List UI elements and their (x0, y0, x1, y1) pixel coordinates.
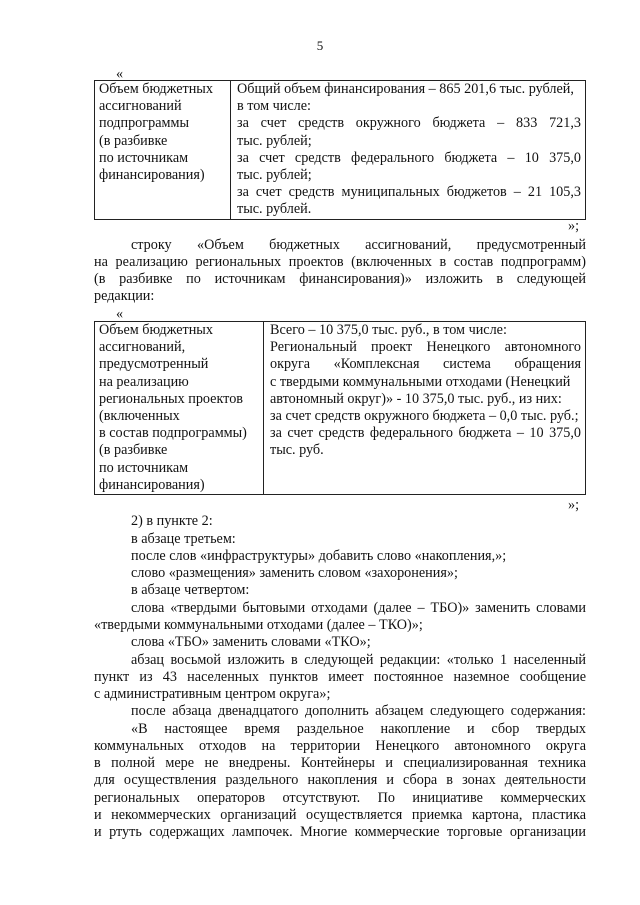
table2-left-line: на реализацию (99, 373, 189, 390)
table2-left-line: (включенных (99, 408, 180, 425)
item-line: «В настоящее время раздельное накопление и сбор твердых (131, 721, 586, 737)
item-line: с административным центром округа»; (94, 686, 331, 702)
table1-left-line: финансирования) (99, 167, 205, 184)
table1-left-line: Объем бюджетных (99, 81, 213, 97)
item-line: слово «размещения» заменить словом «захоронения»; (131, 565, 458, 581)
table2-left-line: региональных проектов (99, 390, 243, 407)
table1-right-line: Общий объем финансирования – 865 201,6 тыс. рублей, (237, 81, 574, 97)
item-line: слова «твердыми бытовыми отходами (далее – ТБО)» заменить словами (131, 600, 586, 616)
table2-right-line: Региональный проект Ненецкого автономного (270, 339, 581, 356)
table2-right-cell (264, 322, 586, 495)
item-line: «твердыми коммунальными отходами (далее – ТКО)»; (94, 617, 423, 633)
budget-table-2 (94, 321, 586, 495)
para1-line: редакции: (94, 288, 155, 304)
table1-left-cell (95, 81, 231, 220)
table1-right-line: за счет средств федерального бюджета – 10 375,0 (237, 149, 581, 166)
table1-left-line: (в разбивке (99, 132, 168, 149)
table2-right-line: округа «Комплексная система обращения (270, 356, 581, 373)
table1-right-line: за счет средств окружного бюджета – 833 721,3 (237, 115, 581, 132)
table2-left-line: финансирования) (99, 476, 205, 493)
table2-left-cell (95, 322, 264, 495)
table1-right-line: за счет средств муниципальных бюджетов – 21 105,3 (237, 184, 581, 201)
table2-left-line: (в разбивке (99, 442, 168, 459)
item-line: пункт из 43 населенных пунктов имеет постоянное наземное сообщение (94, 669, 586, 685)
table1-right-line: тыс. рублей. (237, 201, 312, 218)
quote-close-1: »; (568, 218, 580, 234)
item-line: в полной мере не внедрены. Контейнеры и специализированная техника (94, 755, 586, 771)
item-line: после абзаца двенадцатого дополнить абзацем следующего содержания: (131, 703, 586, 719)
table2-right-line: за счет средств федерального бюджета – 10 375,0 (270, 425, 581, 442)
budget-table-1 (94, 80, 586, 220)
quote-open-2: « (116, 306, 124, 322)
table2-right-line: за счет средств окружного бюджета – 0,0 тыс. руб.; (270, 408, 579, 425)
table1-left-line: ассигнований (99, 98, 182, 115)
item-line: коммунальных отходов на территории Ненецкого автономного округа (94, 738, 586, 754)
table2-right-line: тыс. руб. (270, 442, 324, 459)
item-line: в абзаце четвертом: (131, 582, 250, 598)
table1-left-line: подпрограммы (99, 115, 189, 132)
item-line: и ртуть содержащих лампочек. Многие коммерческие торговые организации (94, 824, 586, 840)
table2-right-line: Всего – 10 375,0 тыс. руб., в том числе: (270, 322, 507, 338)
para1-line: строку «Объем бюджетных ассигнований, предусмотренный (131, 237, 586, 253)
quote-close-2: »; (568, 497, 580, 513)
quote-open-1: « (116, 66, 124, 82)
table1-right-line: в том числе: (237, 98, 311, 115)
item-line: региональных операторов отсутствуют. По инициативе коммерческих (94, 790, 586, 806)
item-line: после слов «инфраструктуры» добавить слово «накопления,»; (131, 548, 507, 564)
table2-right-line: автономный округ)» - 10 375,0 тыс. руб., из них: (270, 390, 562, 407)
item-line: для осуществления раздельного накопления и сбора в зонах деятельности (94, 772, 586, 788)
para1-line: (в разбивке по источникам финансирования)» изложить в следующей (94, 271, 586, 287)
item-line: в абзаце третьем: (131, 531, 236, 547)
item-line: и некоммерческих организаций осуществляется приемка картона, пластика (94, 807, 586, 823)
table1-right-line: тыс. рублей; (237, 167, 312, 184)
page-number: 5 (316, 38, 324, 53)
table2-left-line: предусмотренный (99, 356, 209, 373)
item-line: 2) в пункте 2: (131, 513, 213, 529)
table2-left-line: Объем бюджетных (99, 322, 213, 338)
item-line: абзац восьмой изложить в следующей редакции: «только 1 населенный (131, 652, 586, 668)
table2-right-line: с твердыми коммунальными отходами (Ненецкий (270, 373, 571, 390)
item-line: слова «ТБО» заменить словами «ТКО»; (131, 634, 371, 650)
table2-left-line: по источникам (99, 459, 189, 476)
table2-left-line: ассигнований, (99, 339, 186, 356)
para1-line: на реализацию региональных проектов (включенных в состав подпрограмм) (94, 254, 586, 270)
table1-right-line: тыс. рублей; (237, 132, 312, 149)
table1-right-cell (231, 81, 586, 220)
table2-left-line: в состав подпрограммы) (99, 425, 247, 442)
table1-left-line: по источникам (99, 149, 189, 166)
